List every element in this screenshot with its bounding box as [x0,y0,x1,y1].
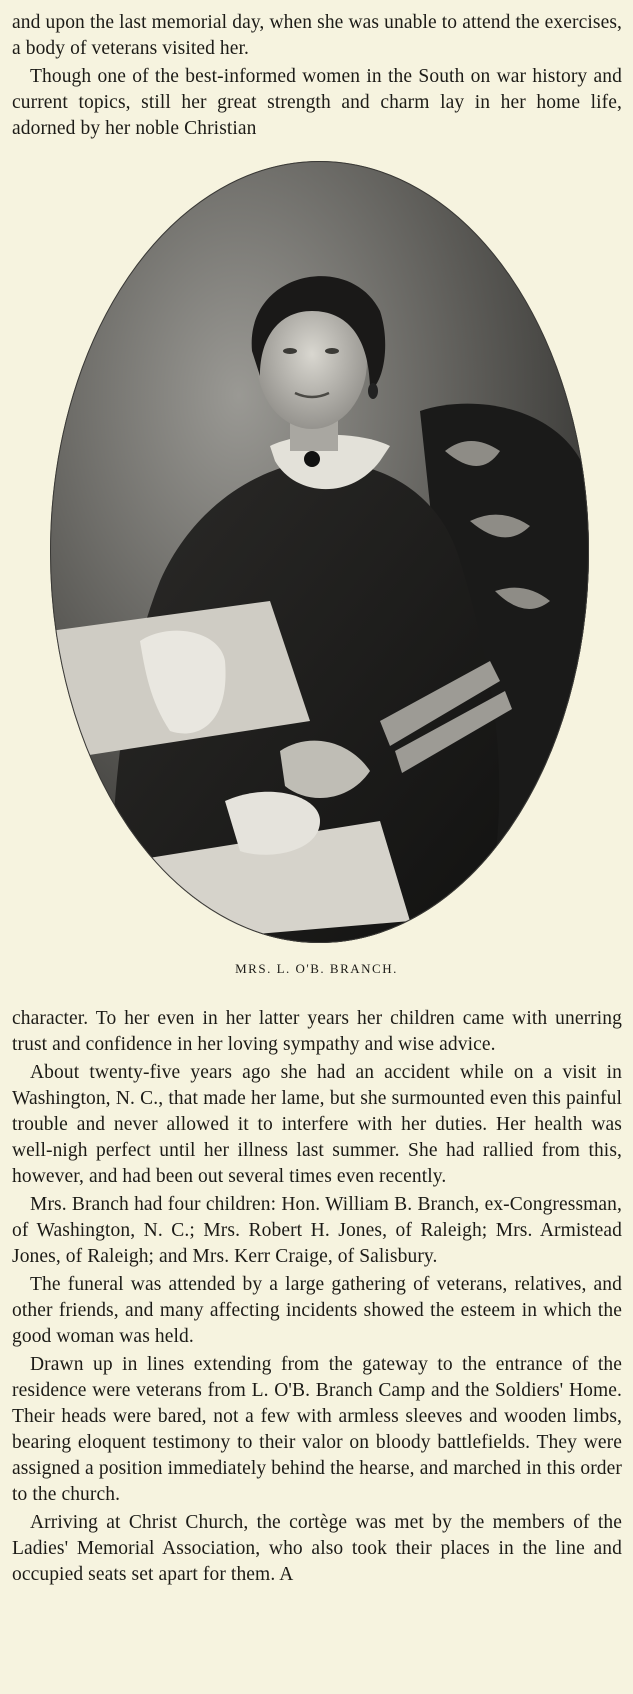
figure-caption: MRS. L. O'B. BRANCH. [235,961,398,976]
paragraph: Though one of the best-informed women in the South on war history and current topics, still her great strength and charm lay in her home life, adorned by her noble Christian [12,66,622,139]
paragraph-continuation: character. To her even in her latter years her children came with unerring trust and confidence in her loving sympathy and wise advice. [12,1008,622,1055]
paragraph: The funeral was attended by a large gathering of veterans, relatives, and other friends, and many affecting incidents showed the esteem in which the good woman was held. [12,1274,622,1347]
portrait-image [50,161,589,943]
paragraph: Drawn up in lines extending from the gateway to the entrance of the residence were veterans from L. O'B. Branch Camp and the Soldiers' Home. Their heads were bared, not a few with armless sleeves and wooden limbs, bearing eloquent testimony to their valor on bloody battlefields. They were assigned a position immediately behind the hearse, and marched in this order to the church. [12,1354,622,1505]
paragraph: About twenty-five years ago she had an accident while on a visit in Washington, N. C., that made her lame, but she surmounted even this painful trouble and never allowed it to interfere with her duties. Her health was well-nigh perfect until her illness last summer. She had rallied from this, however, and had been out several times even recently. [12,1062,622,1187]
paragraph: Arriving at Christ Church, the cortège was met by the members of the Ladies' Memorial Association, who also took their places in the line and occupied seats set apart for them. A [12,1512,622,1585]
paragraph: Mrs. Branch had four children: Hon. William B. Branch, ex-Congressman, of Washington, N. C.; Mrs. Robert H. Jones, of Raleigh; Mrs. Armistead Jones, of Raleigh; and Mrs. Kerr Craige, of Salisbury. [12,1194,622,1267]
bottom-text-block [12,1006,622,1590]
top-text-block [12,10,622,144]
portrait-photograph [50,161,589,943]
paragraph-continuation: and upon the last memorial day, when she was unable to attend the exercises, a body of veterans visited her. [12,12,622,59]
